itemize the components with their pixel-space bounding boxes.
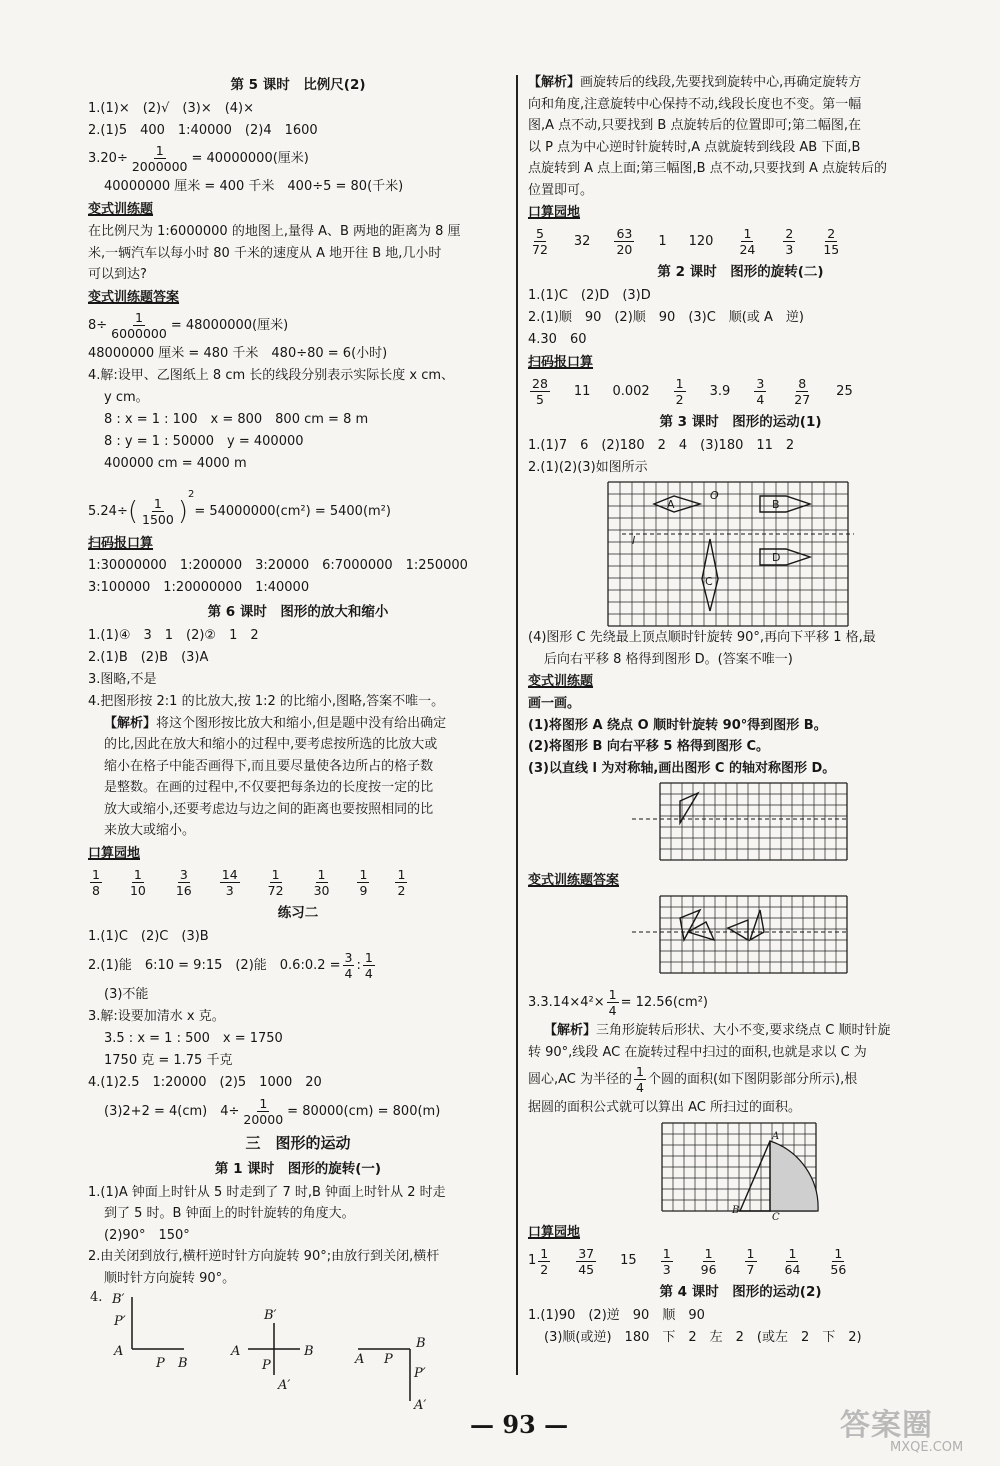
answer-value: 15 bbox=[620, 1253, 637, 1268]
variant-text-2: 米,一辆汽车以每小时 80 千米的速度从 A 地开往 B 地,几小时 bbox=[88, 245, 442, 261]
draw-heading: 画一画。 bbox=[528, 696, 581, 711]
l6-analysis-1: 【解析】将这个图形按比放大和缩小,但是题中没有给出确定 bbox=[104, 715, 447, 731]
answer-value: 120 bbox=[688, 233, 714, 249]
l5-q4-2: y cm。 bbox=[104, 389, 149, 405]
lesson5-title: 第 5 课时 比例尺(2) bbox=[230, 77, 366, 93]
l6-q3: 3.图略,不是 bbox=[88, 671, 157, 687]
svg-text:C: C bbox=[772, 1211, 780, 1221]
svg-text:l: l bbox=[632, 534, 636, 547]
l4-q1-b: (3)顺(或逆) 180 下 2 左 2 (或左 2 下 2) bbox=[544, 1329, 862, 1345]
svg-text:B′: B′ bbox=[264, 1308, 277, 1323]
draw-3: (3)以直线 l 为对称轴,画出图形 C 的轴对称图形 D。 bbox=[528, 760, 836, 776]
page-number: — 93 — bbox=[470, 1410, 569, 1439]
r-analysis-5: 点旋转到 A 点上面;第三幅图,B 点不动,只要找到 A 点旋转后的 bbox=[528, 161, 888, 176]
svg-text:A: A bbox=[772, 1130, 780, 1142]
answer-value: 25 bbox=[836, 383, 853, 399]
variant-answer-1: 8÷ $\frac{1}{6000000}$ = 48000000(厘米) bbox=[88, 309, 289, 341]
l6-analysis-3: 缩小在格子中能否画得下,而且要尽量使各边所占的格子数 bbox=[104, 758, 434, 774]
r-analysis2-2: 转 90°,线段 AC 在旋转过程中扫过的面积,也就是求以 C 为 bbox=[528, 1044, 867, 1060]
l5-q4-1: 4.解:设甲、乙图纸上 8 cm 长的线段分别表示实际长度 x cm、 bbox=[88, 367, 455, 383]
oral-calc-heading: 口算园地 bbox=[88, 845, 141, 861]
answer-fraction: $\frac{1}{8}$ bbox=[92, 866, 100, 898]
shape-b-label: B bbox=[772, 498, 780, 511]
l5-q1: 1.(1)× (2)√ (3)× (4)× bbox=[88, 101, 255, 116]
answer-value: 32 bbox=[573, 233, 591, 249]
svg-text:A: A bbox=[114, 1344, 124, 1359]
draw-1: (1)将图形 A 绕点 O 顺时针旋转 90°得到图形 B。 bbox=[528, 717, 827, 733]
answer-fraction: $\frac{2}{3}$ bbox=[785, 226, 794, 257]
answer-fraction: $\frac{1}{64}$ bbox=[784, 1245, 801, 1277]
l5-q4-4: 8 : y = 1 : 50000 y = 400000 bbox=[104, 433, 304, 449]
answer-fraction: $\frac{1}{96}$ bbox=[700, 1245, 717, 1277]
svg-text:4.: 4. bbox=[90, 1290, 103, 1305]
variant-answer-heading-r: 变式训练题答案 bbox=[528, 873, 620, 888]
svg-text:P′: P′ bbox=[114, 1314, 126, 1329]
svg-text:A: A bbox=[231, 1344, 241, 1359]
l3-q3: 3.3.14×4²× $\frac{1}{4}$ = 12.56(cm²) bbox=[528, 987, 708, 1018]
answer-fraction: $\frac{3}{4}$ bbox=[756, 376, 765, 407]
oral-calc-items-r bbox=[528, 226, 953, 257]
answer-fraction: $\frac{63}{20}$ bbox=[616, 226, 633, 257]
oral-calc-items-r2 bbox=[528, 1246, 953, 1277]
answer-fraction: $\frac{28}{5}$ bbox=[532, 376, 548, 407]
rotation-segments-figure bbox=[88, 1289, 508, 1419]
answer-fraction: $\frac{1}{7}$ bbox=[746, 1245, 755, 1277]
lesson4-title: 第 4 课时 图形的运动(2) bbox=[659, 1283, 822, 1300]
answer-fraction: $\frac{2}{15}$ bbox=[823, 226, 840, 257]
answer-fraction: $\frac{1}{2}$ bbox=[675, 376, 684, 407]
answer-fraction: $\frac{5}{72}$ bbox=[532, 226, 548, 257]
l3-q2: 2.(1)(2)(3)如图所示 bbox=[528, 460, 648, 475]
u3l1-q2-2: 顺时针方向旋转 90°。 bbox=[104, 1270, 236, 1286]
l2-q2: 2.(1)顺 90 (2)顺 90 (3)C 顺(或 A 逆) bbox=[528, 310, 804, 325]
svg-text:P: P bbox=[156, 1356, 165, 1371]
answer-fraction: $\frac{1}{3}$ bbox=[662, 1245, 671, 1277]
scan-oral-1: 1:30000000 1:200000 3:20000 6:7000000 1:250000 bbox=[88, 557, 468, 573]
answer-value: 0.002 bbox=[612, 383, 650, 399]
l6-analysis-4: 是整数。在画的过程中,不仅要把每条边的长度按一定的比 bbox=[104, 780, 434, 795]
l5-q3: 3.20÷ $\frac{1}{2000000}$ = 40000000(厘米) bbox=[88, 143, 309, 174]
r-analysis-6: 位置即可。 bbox=[528, 182, 594, 198]
watermark-logo: 答案圈 bbox=[840, 1408, 933, 1443]
svg-text:A: A bbox=[355, 1352, 365, 1367]
r-analysis2-4: 据圆的面积公式就可以算出 AC 所扫过的面积。 bbox=[528, 1100, 802, 1115]
svg-text:P: P bbox=[384, 1352, 393, 1367]
answer-fraction: $\frac{1}{30}$ bbox=[313, 866, 330, 898]
variant-text-3: 可以到达? bbox=[88, 267, 147, 282]
ex2-q2: 2.(1)能 6:10 = 9:15 (2)能 0.6:0.2 = $\frac{3}{4}$ : $\frac{1}{4}$ bbox=[88, 949, 373, 981]
scan-oral-heading: 扫码报口算 bbox=[88, 535, 154, 551]
answer-fraction: $\frac{14}{3}$ bbox=[221, 866, 238, 898]
answer-fraction: $\frac{1}{56}$ bbox=[830, 1245, 847, 1277]
variant-answer-2: 48000000 厘米 = 480 千米 480÷80 = 6(小时) bbox=[88, 345, 388, 361]
left-column bbox=[88, 72, 508, 1419]
answer-fraction: $\frac{1}{72}$ bbox=[267, 866, 284, 898]
l6-analysis-5: 放大或缩小,还要考虑边与边之间的距离也要按照相同的比 bbox=[104, 801, 434, 817]
l6-q4: 4.把图形按 2:1 的比放大,按 1:2 的比缩小,图略,答案不唯一。 bbox=[88, 693, 445, 709]
scan-oral-heading-r: 扫码报口算 bbox=[528, 355, 594, 370]
l6-q2: 2.(1)B (2)B (3)A bbox=[88, 649, 209, 665]
draw-2: (2)将图形 B 向右平移 5 格得到图形 C。 bbox=[528, 739, 770, 754]
svg-text:A′: A′ bbox=[278, 1378, 291, 1393]
r-analysis2-3: 圆心,AC 为半径的 $\frac{1}{4}$ 个圆的面积(如下图阴影部分所示),根 bbox=[528, 1064, 858, 1095]
l5-q3-b: 40000000 厘米 = 400 千米 400÷5 = 80(千米) bbox=[104, 179, 404, 194]
l3-q2-4a: (4)图形 C 先绕最上顶点顺时针旋转 90°,再向下平移 1 格,最 bbox=[528, 630, 876, 645]
l5-q2: 2.(1)5 400 1:40000 (2)4 1600 bbox=[88, 123, 318, 138]
answer-fraction: $\frac{1}{24}$ bbox=[739, 226, 756, 257]
ex2-q1: 1.(1)C (2)C (3)B bbox=[88, 928, 209, 944]
svg-text:P′: P′ bbox=[414, 1366, 426, 1381]
l2-q1: 1.(1)C (2)D (3)D bbox=[528, 288, 651, 303]
oral-calc-heading-r: 口算园地 bbox=[528, 205, 581, 220]
answer-fraction: $\frac{3}{16}$ bbox=[175, 866, 192, 898]
scan-oral-2: 3:100000 1:20000000 1:40000 bbox=[88, 579, 310, 595]
shape-d-label: D bbox=[772, 551, 781, 564]
unit3-title: 三 图形的运动 bbox=[245, 1133, 351, 1152]
svg-text:B: B bbox=[304, 1344, 314, 1359]
l4-q1: 1.(1)90 (2)逆 90 顺 90 bbox=[528, 1307, 705, 1323]
u3l1-q1-2: 到了 5 时。B 钟面上的时针旋转的角度大。 bbox=[104, 1206, 355, 1221]
ex2-q3-3: 1750 克 = 1.75 千克 bbox=[104, 1052, 233, 1068]
r-analysis-1: 【解析】画旋转后的线段,先要找到旋转中心,再确定旋转方 bbox=[528, 75, 862, 90]
shape-d bbox=[760, 549, 810, 565]
shape-a-label: A bbox=[667, 498, 675, 511]
r-analysis2-1: 【解析】三角形旋转后形状、大小不变,要求绕点 C 顺时针旋 bbox=[544, 1023, 891, 1038]
u3l1-q1-1: 1.(1)A 钟面上时针从 5 时走到了 7 时,B 钟面上时针从 2 时走 bbox=[88, 1184, 446, 1200]
answer-value: 3.9 bbox=[709, 383, 731, 399]
l5-q4-3: 8 : x = 1 : 100 x = 800 800 cm = 8 m bbox=[104, 411, 369, 427]
oral-calc-fractions bbox=[88, 867, 508, 898]
l6-q1: 1.(1)④ 3 1 (2)② 1 2 bbox=[88, 627, 259, 643]
u3l1-q2-1: 2.由关闭到放行,横杆逆时针方向旋转 90°;由放行到关闭,横杆 bbox=[88, 1249, 440, 1264]
l5-q4-5: 400000 cm = 4000 m bbox=[104, 455, 247, 471]
svg-text:B′: B′ bbox=[112, 1292, 125, 1307]
svg-text:B: B bbox=[178, 1356, 188, 1371]
ex2-q4-b: (3)2+2 = 4(cm) 4÷ $\frac{1}{20000}$ = 80000(cm) = 800(m) bbox=[104, 1095, 441, 1127]
oral-calc-heading-r2: 口算园地 bbox=[528, 1224, 581, 1240]
variant-exercise-heading-r: 变式训练题 bbox=[528, 674, 594, 689]
answer-value: 11 bbox=[573, 383, 591, 399]
scan-oral-items-r bbox=[528, 376, 953, 407]
watermark-url: MXQE.COM bbox=[890, 1440, 964, 1455]
variant-exercise-heading: 变式训练题 bbox=[88, 202, 154, 217]
svg-text:P: P bbox=[262, 1358, 271, 1373]
l2-q4: 4.30 60 bbox=[528, 332, 587, 347]
right-column bbox=[528, 72, 953, 1349]
ex2-q2-b: (3)不能 bbox=[104, 986, 149, 1002]
svg-text:O: O bbox=[710, 489, 719, 502]
variant-answer-heading: 变式训练题答案 bbox=[88, 289, 180, 305]
answer-fraction: $\frac{37}{45}$ bbox=[578, 1245, 595, 1277]
r-analysis-4: 以 P 点为中心逆时针旋转时,A 点就旋转到线段 AB 下面,B bbox=[528, 139, 861, 155]
l6-analysis-6: 来放大或缩小。 bbox=[104, 823, 196, 838]
r-analysis-2: 向和角度,注意旋转中心保持不动,线段长度也不变。第一幅 bbox=[528, 96, 862, 112]
r-analysis-3: 图,A 点不动,只要找到 B 点旋转后的位置即可;第二幅图,在 bbox=[528, 118, 861, 133]
svg-text:B: B bbox=[732, 1204, 740, 1216]
lesson2-title: 第 2 课时 图形的旋转(二) bbox=[657, 264, 824, 280]
answer-fraction: $\frac{8}{27}$ bbox=[794, 376, 811, 407]
u3l1-q1-3: (2)90° 150° bbox=[104, 1227, 190, 1243]
ex2-q4: 4.(1)2.5 1:20000 (2)5 1000 20 bbox=[88, 1074, 322, 1090]
shape-b bbox=[760, 496, 810, 512]
quarter-circle-figure bbox=[528, 1119, 953, 1221]
lesson3-title: 第 3 课时 图形的运动(1) bbox=[659, 414, 822, 430]
l5-q5: 5.24÷( $\frac{1}{1500}$ )$^2$= 54000000(cm²) = 5400(m²) bbox=[88, 488, 391, 527]
answer-fraction: $\frac{1}{9}$ bbox=[359, 866, 368, 898]
variant-text-1: 在比例尺为 1:6000000 的地图上,量得 A、B 两地的距离为 8 厘 bbox=[88, 224, 461, 239]
answer-fraction: $\frac{1}{10}$ bbox=[129, 866, 146, 898]
svg-text:A′: A′ bbox=[414, 1398, 427, 1413]
grid-figure-2 bbox=[528, 779, 953, 869]
ex2-q3-2: 3.5 : x = 1 : 500 x = 1750 bbox=[104, 1030, 283, 1046]
shape-a bbox=[654, 496, 700, 512]
answer-fraction: $\frac{1}{2}$ bbox=[397, 866, 406, 898]
answer-fraction: 1 $\frac{1}{2}$ bbox=[528, 1245, 549, 1277]
grid-figure-3 bbox=[528, 892, 953, 986]
ex2-q3-1: 3.解:设要加清水 x 克。 bbox=[88, 1008, 225, 1024]
grid-figure-1 bbox=[528, 479, 953, 627]
shape-c-label: C bbox=[705, 575, 713, 588]
svg-text:B: B bbox=[416, 1336, 426, 1351]
fraction: $\frac{1}{2000000}$ bbox=[131, 143, 188, 174]
exercise2-title: 练习二 bbox=[277, 904, 319, 921]
l6-analysis-2: 的比,因此在放大和缩小的过程中,要考虑按所选的比放大或 bbox=[104, 737, 438, 752]
l3-q1: 1.(1)7 6 (2)180 2 4 (3)180 11 2 bbox=[528, 438, 795, 453]
lesson6-title: 第 6 课时 图形的放大和缩小 bbox=[207, 603, 389, 620]
triangle-abc bbox=[740, 1141, 770, 1211]
u3-lesson1-title: 第 1 课时 图形的旋转(一) bbox=[214, 1160, 382, 1177]
answer-value: 1 bbox=[658, 233, 667, 249]
l3-q2-4b: 后向右平移 8 格得到图形 D。(答案不唯一) bbox=[544, 651, 793, 667]
column-divider bbox=[516, 75, 518, 1375]
